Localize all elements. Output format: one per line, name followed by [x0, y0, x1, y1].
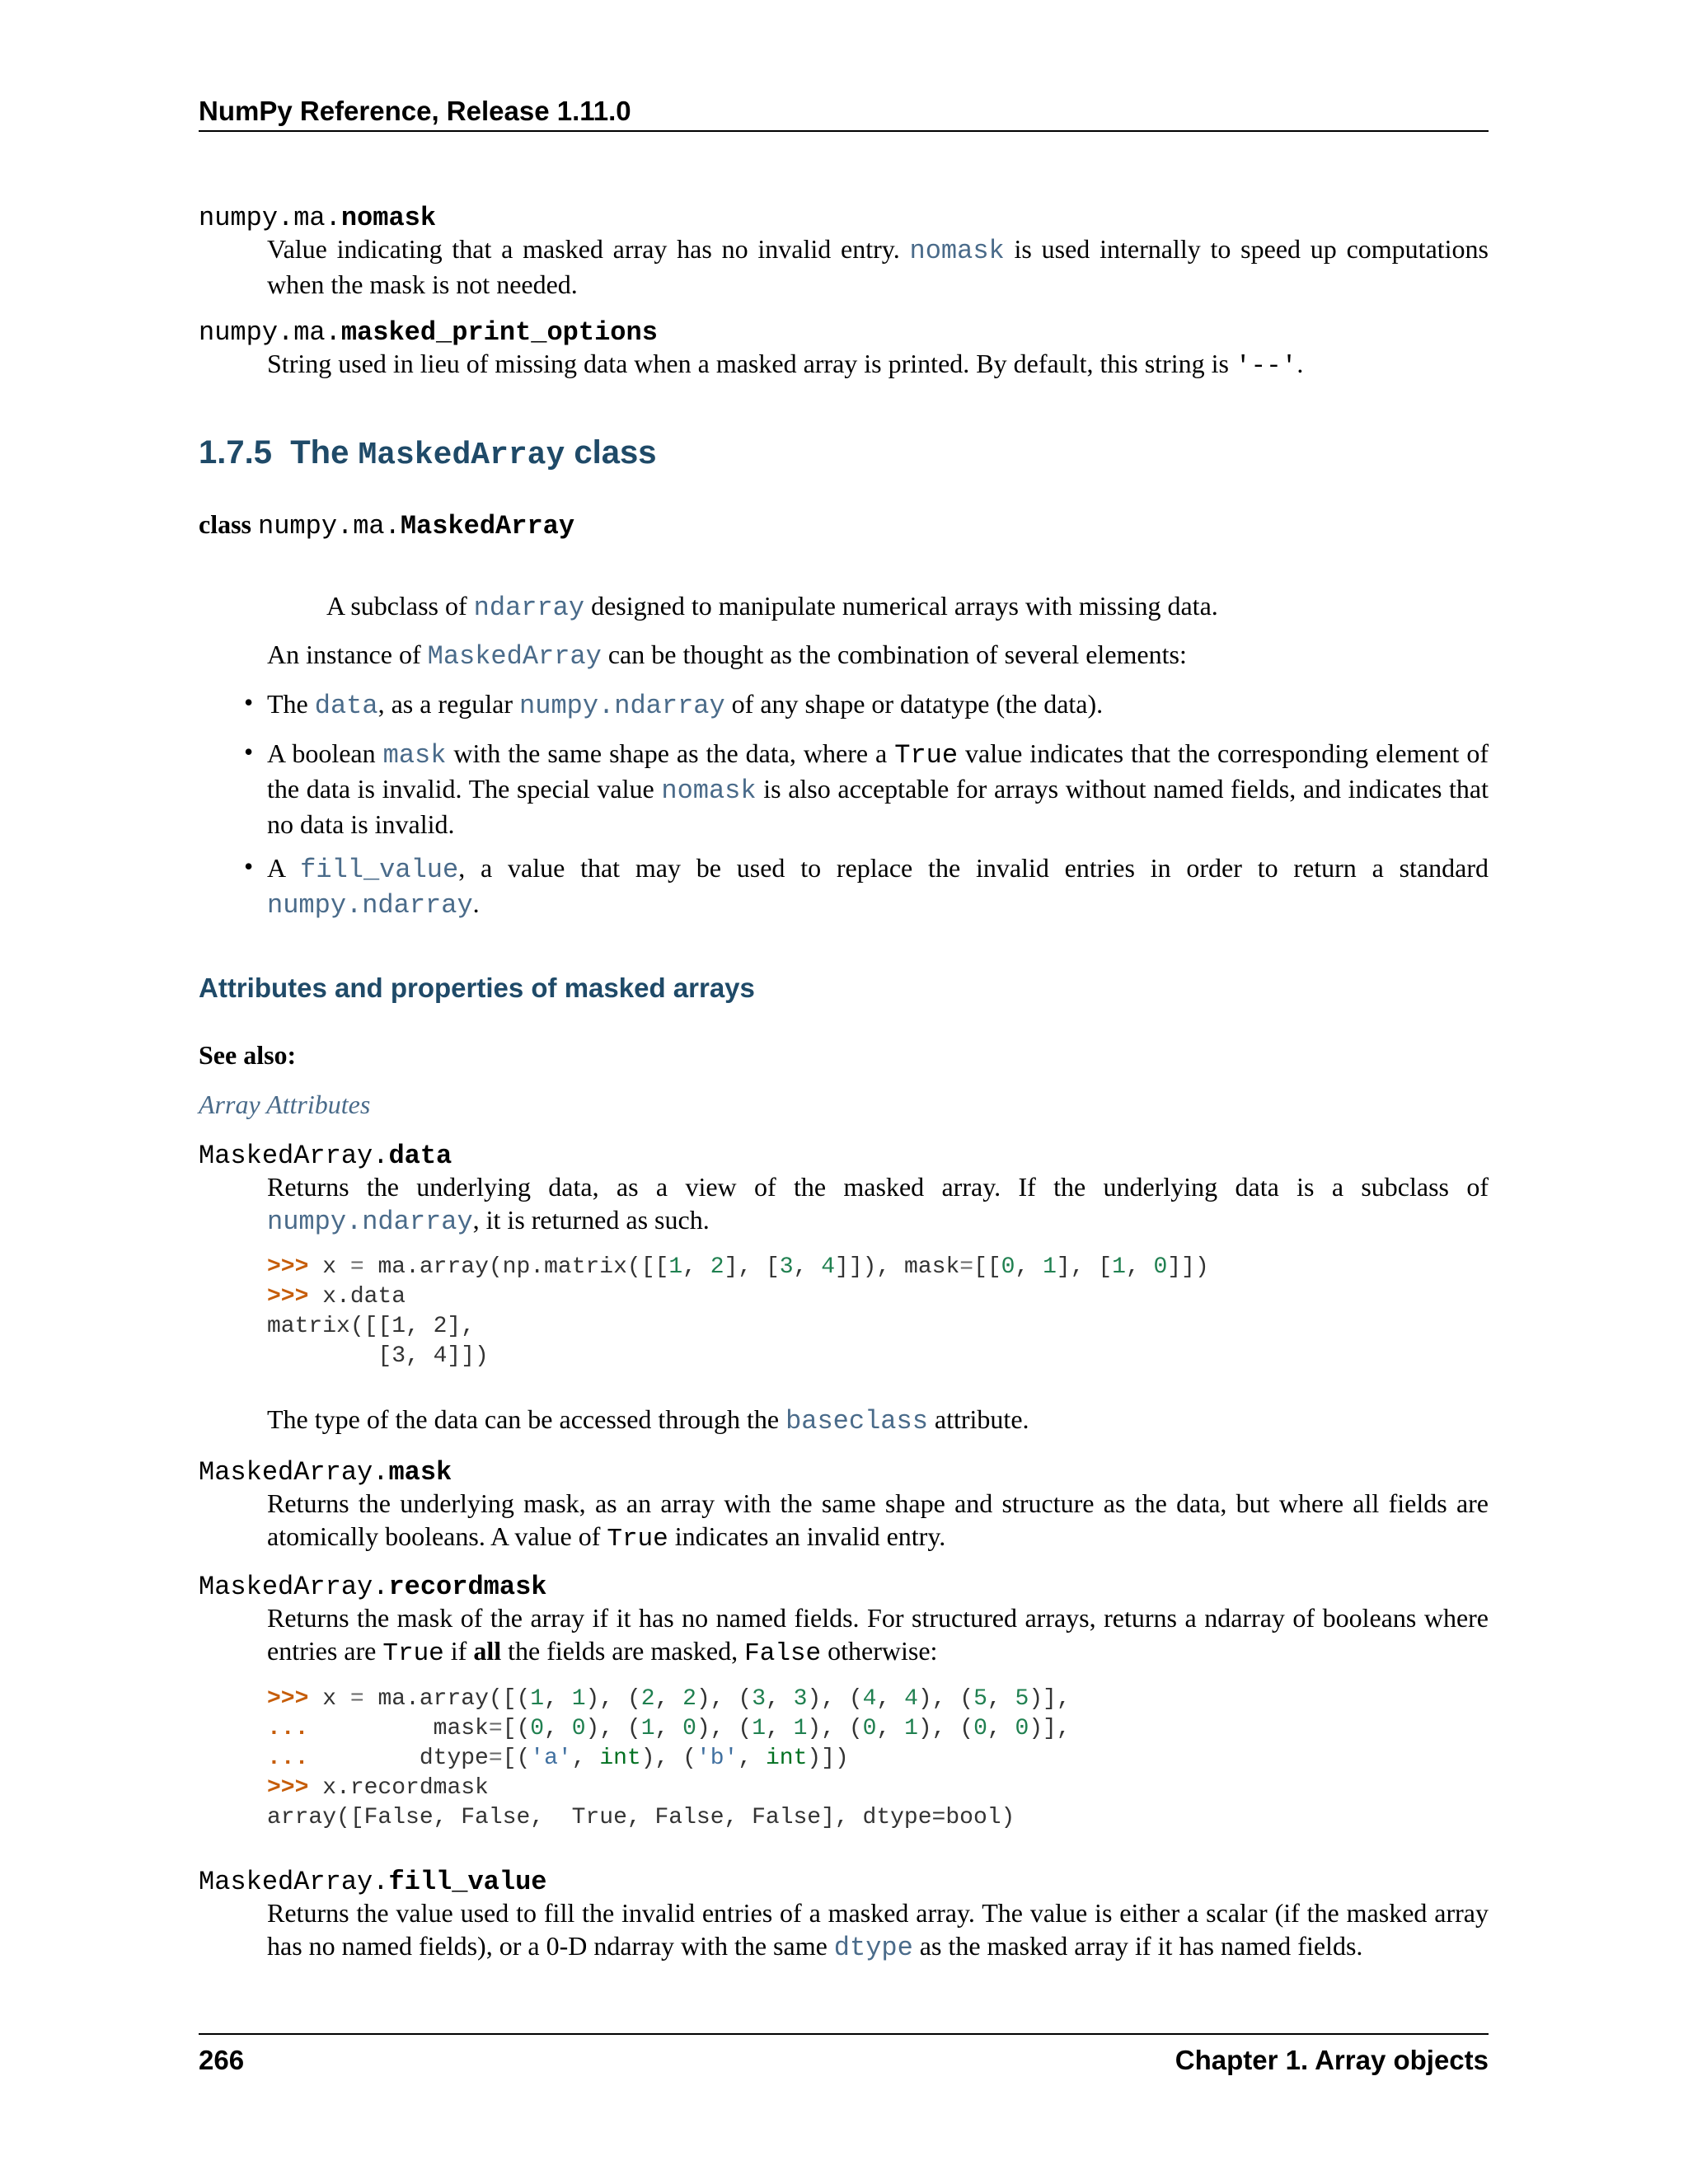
recordmask-attr-description: Returns the mask of the array if it has no named fields. For structured arrays, returns a ndarray of booleans where entries are True if all the fields are masked, False otherwise:	[267, 1603, 1489, 1668]
class-module: numpy.ma.	[258, 511, 401, 541]
numpy-ndarray-link[interactable]: numpy.ndarray	[267, 1207, 473, 1237]
recordmask-attr-signature: MaskedArray.recordmask	[199, 1572, 547, 1602]
dtype-link[interactable]: dtype	[833, 1933, 913, 1963]
data-link[interactable]: data	[314, 691, 378, 721]
data-attr-description: Returns the underlying data, as a view of the masked array. If the underlying data is a subclass of numpy.ndarray, it is returned as such.	[267, 1172, 1489, 1237]
page-footer	[199, 2033, 1489, 2084]
subsection-heading: Attributes and properties of masked arrays	[199, 972, 755, 1003]
page-header	[199, 92, 1489, 132]
data-attr-signature: MaskedArray.data	[199, 1141, 452, 1171]
bullet-marker: •	[244, 687, 254, 717]
class-instance-text: An instance of MaskedArray can be thought as the combination of several elements:	[267, 640, 1187, 672]
class-subclass-text: A subclass of ndarray designed to manipulate numerical arrays with missing data.	[326, 591, 1218, 623]
maskedarray-link[interactable]: MaskedArray	[427, 641, 602, 672]
page-number: 266	[199, 2045, 245, 2075]
mask-link[interactable]: mask	[382, 740, 447, 771]
section-heading: 1.7.5 The MaskedArray class	[199, 434, 657, 473]
masked-print-options-description: String used in lieu of missing data when a masked array is printed. By default, this string is '--'.	[267, 349, 1304, 381]
data-code-example: >>> x = ma.array(np.matrix([[1, 2], [3, 4]]), mask=[[0, 1], [1, 0]]) >>> x.data matrix([[1, 2], [3, 4]])	[267, 1254, 1209, 1369]
chapter-title: Chapter 1. Array objects	[1175, 2045, 1489, 2075]
bullet-marker: •	[244, 737, 254, 766]
default-string-code: '--'	[1235, 352, 1297, 381]
class-keyword: class	[199, 509, 251, 539]
class-name: MaskedArray	[400, 511, 575, 541]
see-also-label: See also:	[199, 1040, 297, 1070]
fill-value-attr-signature: MaskedArray.fill_value	[199, 1867, 547, 1897]
nomask-name: nomask	[340, 203, 437, 233]
bullet-mask: A boolean mask with the same shape as the data, where a True value indicates that the corresponding element of the data is invalid. The special value nomask is also acceptable for arrays without named fields, and indicates that no data is invalid.	[267, 738, 1489, 839]
fill-value-link[interactable]: fill_value	[300, 855, 459, 885]
class-signature	[199, 509, 574, 541]
mask-attr-signature: MaskedArray.mask	[199, 1457, 452, 1488]
baseclass-link[interactable]: baseclass	[785, 1406, 928, 1436]
numpy-ndarray-link[interactable]: numpy.ndarray	[519, 691, 725, 721]
masked-print-options-module: numpy.ma.	[199, 317, 341, 348]
array-attributes-link[interactable]: Array Attributes	[199, 1090, 371, 1119]
header-title: NumPy Reference, Release 1.11.0	[199, 96, 631, 126]
bullet-data: The data, as a regular numpy.ndarray of any shape or datatype (the data).	[267, 689, 1104, 721]
masked-print-options-signature	[199, 316, 658, 348]
masked-print-options-name: masked_print_options	[340, 317, 658, 348]
fill-value-attr-description: Returns the value used to fill the invalid entries of a masked array. The value is either a scalar (if the masked array has no named fields), or a 0-D ndarray with the same dtype as the masked array if it has named fields.	[267, 1898, 1489, 1963]
bullet-fill-value: A fill_value, a value that may be used to replace the invalid entries in order to return a standard numpy.ndarray.	[267, 853, 1489, 921]
mask-attr-description: Returns the underlying mask, as an array with the same shape and structure as the data, but where all fields are atomically booleans. A value of True indicates an invalid entry.	[267, 1488, 1489, 1554]
nomask-module: numpy.ma.	[199, 203, 341, 233]
numpy-ndarray-link[interactable]: numpy.ndarray	[267, 890, 473, 921]
recordmask-code-example: >>> x = ma.array([(1, 1), (2, 2), (3, 3), (4, 4), (5, 5)], ... mask=[(0, 0), (1, 0), (1, 1), (0, 1), (0, 0)], ... dtype=[('a', int), ('b', int)]) >>> x.recordmask array([False, False, True, False, False], dtype=bool)	[267, 1686, 1071, 1830]
nomask-link[interactable]: nomask	[661, 776, 757, 806]
nomask-description: Value indicating that a masked array has no invalid entry. nomask is used internally to speed up computations when the mask is not needed.	[267, 234, 1489, 299]
data-type-note: The type of the data can be accessed through the baseclass attribute.	[267, 1404, 1029, 1436]
bullet-marker: •	[244, 851, 254, 881]
nomask-signature	[199, 201, 436, 233]
ndarray-link[interactable]: ndarray	[473, 593, 585, 623]
nomask-link[interactable]: nomask	[909, 236, 1005, 266]
